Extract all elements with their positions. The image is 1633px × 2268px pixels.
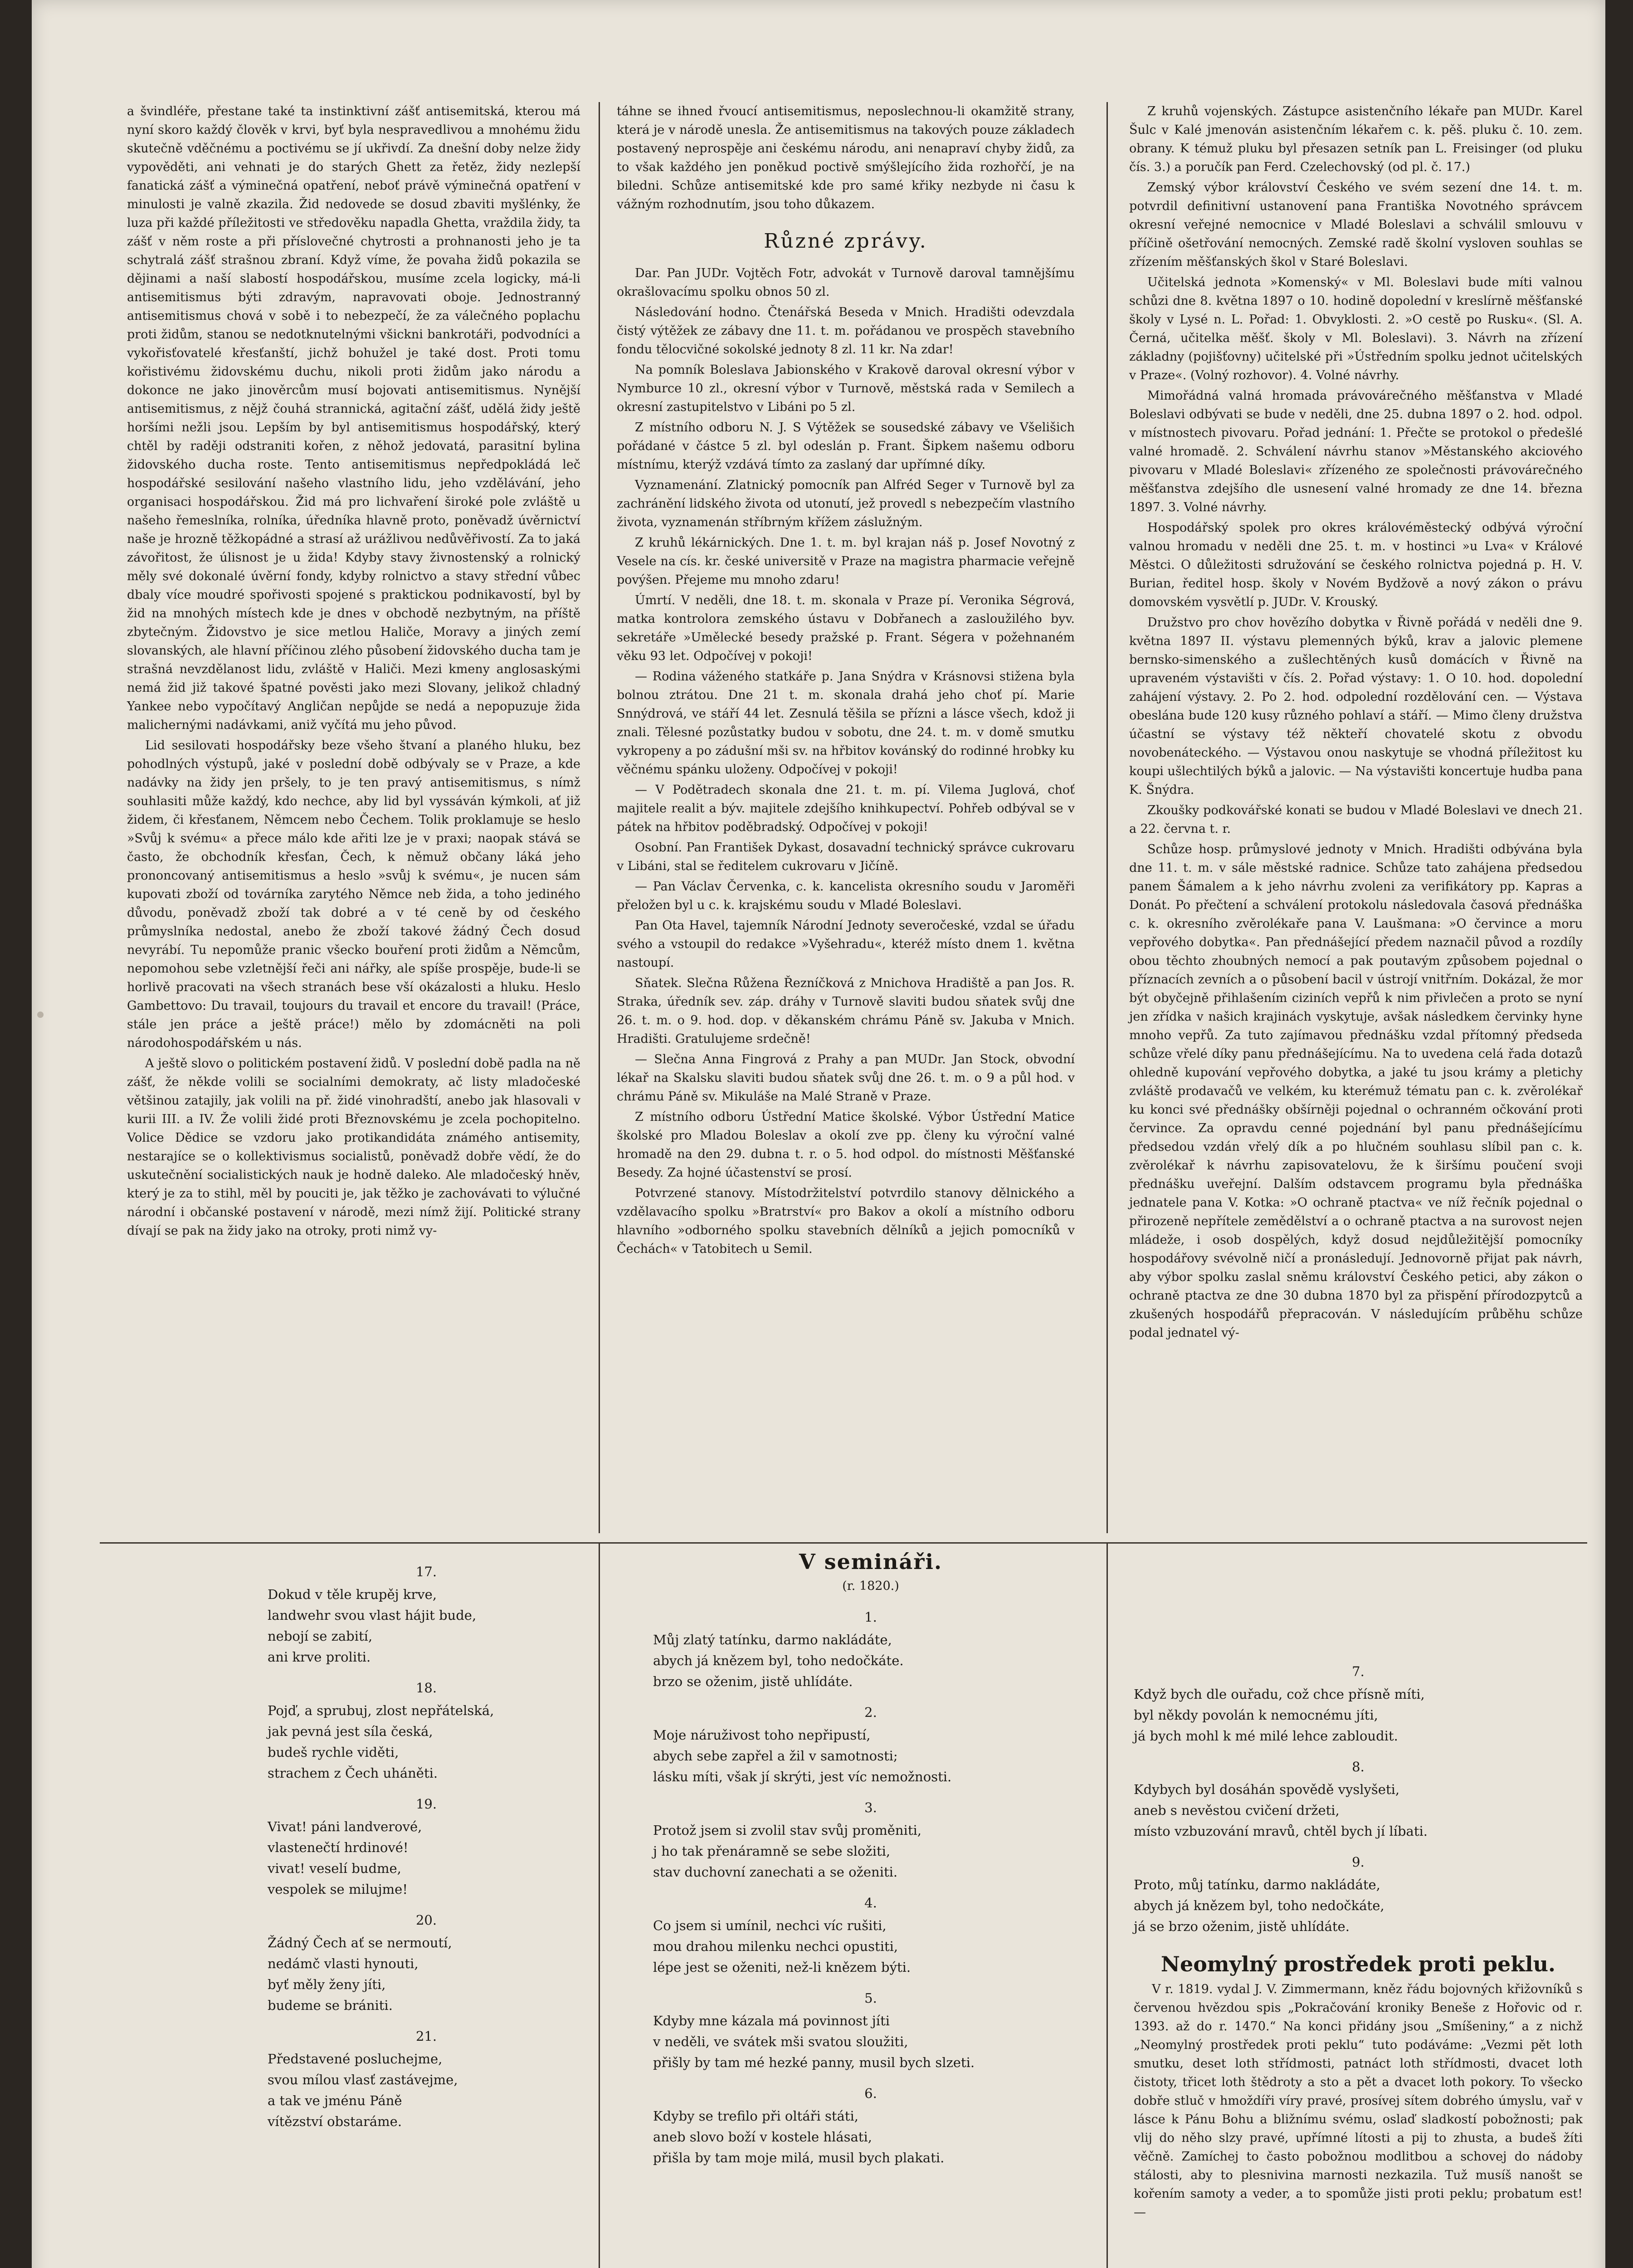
news-item: Na pomník Boleslava Jabionského v Krakově daroval okresní výbor v Nymburce 10 zl., okresní výbor v Turnově, městská rada v Semilech a okresní zastupitelstvo v Libáni po 5 zl. — [617, 363, 1075, 414]
poem-line: já se brzo oženim, jistě uhlídáte. — [1134, 1919, 1350, 1934]
column-divider — [599, 102, 600, 1533]
poem-line: Kdyby mne kázala má povinnost jíti — [653, 2013, 890, 2028]
poem-line: jak pevná jest síla česká, — [268, 1724, 433, 1739]
article-paragraph: Lid sesilovati hospodářsky beze všeho štvaní a planého hluku, bez pohodlných výstupů, jaké v poslední době odbývaly se v Praze, a kde nadávky na židy jen pršely, to je ten pravý antisemitismus, s nímž souhlasiti může každý, kdo nechce, aby lid byl vyssáván kýmkoli, ať již židem, či křesťanem, Němcem nebo Čechem. Tolik proklamuje se heslo »Svůj k svému« a přece málo kde ařiti lze je v praxi; naopak stává se často, že obchodník křesťan, Čech, k němuž občany láká jeho prononcovaný antisemitismus a heslo »svůj k svému«, je nucen sám kupovati zboží od továrníka zarytého Němce neb žida, a toho jediného důvodu, poněvadž zboží tak dobré a v té ceně by od českého průmyslníka nedostal, anebo že zboží takové žádný Čech dosud nevyrábí. Tu nepomůže pranic všecko bouření proti židům a Němcům, nepomohou sebe vzletnější řeči ani nářky, ale spíše prospěje, bude-li se horlivě pracovati na všech stranách bese vší okázalosti a hluku. Heslo Gambettovo: Du travail, toujours du travail et encore du travail! (Práce, stále jen práce a ještě práce!) mělo by zdomácněti na poli národohospodářském u nás. — [127, 738, 580, 1050]
stanza-number: 8. — [1352, 1759, 1365, 1774]
poem-line: Kdyby se trefilo při oltáři státi, — [653, 2108, 858, 2124]
news-item: Z kruhů lékárnických. Dne 1. t. m. byl krajan náš p. Josef Novotný z Vesele na cís. kr. české universitě v Praze na magistra pharmacie veřejně povýšen. Přejeme mu mnoho zdaru! — [617, 536, 1075, 587]
poem-line: strachem z Čech uháněti. — [268, 1765, 438, 1781]
article-neomylny-prostredek — [1134, 1946, 1583, 2224]
stanza-number: 5. — [864, 1990, 877, 2006]
section-heading: Různé zprávy. — [764, 230, 928, 253]
poem-line: aneb s nevěstou cvičení držeti, — [1134, 1803, 1340, 1818]
poem-line: Moje náruživost toho nepřipustí, — [653, 1727, 871, 1743]
poem-landwehr — [268, 1551, 585, 2132]
column-divider — [599, 1542, 600, 2268]
poem-line: Žádný Čech ať se nermoutí, — [268, 1935, 452, 1950]
news-item: — Slečna Anna Fingrová z Prahy a pan MUDr. Jan Stock, obvodní lékař na Skalsku slaviti budou sňatek svůj dne 26. t. m. o 9 a půl hod. v chrámu Páně sv. Mikuláše na Malé Straně v Praze. — [617, 1052, 1075, 1104]
poem-line: abych já knězem byl, toho nedočkáte. — [653, 1653, 904, 1668]
stanza-number: 1. — [864, 1609, 877, 1625]
poem-line: vlastenečtí hrdinové! — [268, 1840, 409, 1855]
column-divider — [1107, 102, 1108, 1533]
poem-line: abych sebe zapřel a žil v samotnosti; — [653, 1748, 898, 1764]
poem-stanza — [268, 1561, 585, 1667]
news-item: Hospodářský spolek pro okres královéměstecký odbývá výroční valnou hromadu v neděli dne 25. t. m. v hostinci »u Lva« v Králové Městci. O důležitosti sdružování se českého rolnictva pojedná p. H. V. Burian, ředitel hosp. školy v Novém Bydžově a nový zákon o právu domovském vysvětlí p. JUDr. V. Krouský. — [1129, 521, 1583, 609]
poem-stanza — [653, 2083, 1088, 2168]
poem-line: lásku míti, však jí skrýti, jest víc nemožnosti. — [653, 1769, 952, 1784]
news-item: Potvrzené stanovy. Místodržitelství potvrdilo stanovy dělnického a vzdělavacího spolku »Bratrství« pro Bakov a okolí a místního odboru hlavního »odborného spolku stavebních dělníků a jejich pomocníků v Čechách« v Tatobitech u Semil. — [617, 1186, 1075, 1256]
article-paragraph: A ještě slovo o politickém postavení židů. V poslední době padla na ně zášť, že někde volili se socialními demokraty, ač listy mladočeské většinou zatajily, jak volili na př. židé vinohradští, anebo jak hlasovali v kurii III. a IV. Že volili židé proti Březnovskému je zcela pochopitelno. Volice Dědice se vzdoru jako protikandidáta známého antisemity, nestarajíce se o kollektivismus socialistů, poněvadž dobře vědí, že do uskutečnění socialistických nauk je hodně daleko. Ale mladočeský hněv, který je za to stihl, měl by pouciti je, jak těžko je zachovávati to výlučné národní i občanské postavení v národě, mezi nímž žijí. Politické strany dívají se pak na židy jako na otroky, proti nimž vy- — [127, 1056, 580, 1238]
poem-stanza — [1134, 1852, 1583, 1937]
poem-line: landwehr svou vlast hájit bude, — [268, 1608, 477, 1623]
poem-line: Dokud v těle krupěj krve, — [268, 1587, 437, 1602]
news-item: Vyznamenání. Zlatnický pomocník pan Alfréd Seger v Turnově byl za zachránění lidského života od utonutí, jež provedl s nebezpečím vlastního života, vyznamenán stříbrným křížem záslužným. — [617, 478, 1075, 529]
poem-line: ani krve proliti. — [268, 1649, 371, 1665]
news-item: Následování hodno. Čtenářská Beseda v Mnich. Hradišti odevzdala čistý výtěžek ze zábavy dne 11. t. m. pořádanou ve prospěch stavebního fondu tělocvičné sokolské jednoty 8 zl. 11 kr. Na zdar! — [617, 305, 1075, 357]
poem-line: vivat! veselí budme, — [268, 1861, 401, 1876]
news-item: Schůze hosp. průmyslové jednoty v Mnich. Hradišti odbývána byla dne 11. t. m. v sále městské radnice. Schůze tato zahájena předsedou panem Šámalem a k jeho návrhu zvoleni za verifikátory pp. Kapras a Donát. Po přečtení a schválení protokolu následovala časová přednáška c. k. okresního zvěrolékaře pana V. Laušmana: »O červince a moru vepřového dobytka«. Pan přednášející předem naznačil původ a rozdíly obou těchto zhoubných nemocí a pak poutavým způsobem pojednal o příznacích zevních a o působení bacil v ústrojí vnitřním. Dokázal, že mor být obyčejně přihlašením ciziních vepřů k nim přivlečen a proto se nyní jen zřídka v našich krajinách vyskytuje, avšak následkem červinky hyne mnoho vepřů. Za tuto zajímavou přednášku vzdal přítomný předseda schůze vřelé díky panu přednášejícímu. Na to uvedena celá řada dotazů ohledně kupování vepřového dobytka, a jaké tu jsou krámy a pletichy zvláště prodavačů ve velkém, ku kterémuž tématu pan c. k. zvěrolékař ku konci své přednášky obšírněji pojednal o ochranném očkování proti červince. Za opravdu cenné pojednání byl panu přednášejícímu předsedou vzdán vřelý dík a po hlučném souhlasu slíbil pan c. k. zvěrolékař k návrhu zapisovatelovu, že k širšímu poučení svoji přednášku uveřejní. Dalším odstavcem programu byla přednáška jednatele pana V. Kotka: »O ochraně ptactva« ve níž řečník pojednal o přirozeně nepřítele zemědělství a o ochraně ptactva a na surovost nejen mládeže, i osob dospělých, když dosud nejdůležitější pomocníky hospodářovy svévolně ničí a pronásledují. Jednovorně přijat pak návrh, aby výbor spolku zaslal sněmu království Českého petici, aby zákon o ochraně ptactva ze dne 30 dubna 1870 byl za přispění přírodozpytců a zkušených hospodářů přepracován. V následujícím průběhu schůze podal jednatel vý- — [1129, 842, 1583, 1340]
poem-line: přišly by tam mé hezké panny, musil bych slzeti. — [653, 2055, 975, 2070]
poem-line: místo vzbuzování mravů, chtěl bych jí líbati. — [1134, 1823, 1428, 1839]
poem-line: stav duchovní zanechati a se oženiti. — [653, 1864, 898, 1880]
poem-line: lépe jest se oženiti, než-li knězem býti. — [653, 1960, 911, 1975]
article-paragraph: V r. 1819. vydal J. V. Zimmermann, kněz řádu bojovných křižovníků s červenou hvězdou spis „Pokračování kroniky Beneše z Hořovic od r. 1393. až do r. 1470.“ Na konci přidány jsou „Smíšeniny,“ a z nichž „Neomylný prostředek proti peklu“ tuto podáváme: „Vezmi pět loth smutku, deset loth střídmosti, patnáct loth střídmosti, dvacet loth čistoty, třicet loth štědroty a sto a pět a dvacet loth pokory. To všecko dobře stluč v hmoždíři víry pravé, prosívej sítem dobrého úmyslu, vař v lásce k Pánu Bohu a bližnímu svému, oslaď sladkostí pobožnosti; pak vlij do něho slzy pravé, upřímné lítosti a pij to zhusta, a budeš žíti věčně. Zamíchej to často pobožnou modlitbou a schovej do nádoby stálosti, aby to plesnivina marnosti nezkazila. Tuž musíš nanošt se kořením samoty a veder, a to spomůže jisti proti peklu; probatum est! — — [1134, 1982, 1583, 2219]
article-title: Neomylný prostředek proti peklu. — [1160, 1952, 1556, 1976]
news-item: Z místního odboru N. J. S Výtěžek se sousedské zábavy ve Všelišich pořádané v částce 5 zl. byl odeslán p. Frant. Šipkem našemu odboru místnímu, kterýž vzdává tímto za zaslaný dar upřímné díky. — [617, 420, 1075, 472]
poem-line: vespolek se milujme! — [268, 1882, 408, 1897]
poem-line: v neděli, ve svátek mši svatou sloužiti, — [653, 2034, 908, 2049]
stanza-number: 4. — [864, 1895, 877, 1911]
news-item: — Rodina váženého statkáře p. Jana Snýdra v Krásnovsi stižena byla bolnou ztrátou. Dne 21 t. m. skonala drahá jeho choť pí. Marie Snnýdrová, ve stáří 44 let. Zesnulá těšila se přízni a lásce všech, kdož ji znali. Tělesné pozůstatky budou v sobotu, dne 24. t. m. v domě smutku vykropeny a po zádušní mši sv. na hřbitov kovánský do rodinné hrobky ku věčnému spánku uloženy. Odpočívej v pokoji! — [617, 670, 1075, 777]
poem-line: byť měly ženy jíti, — [268, 1977, 386, 1992]
poem-stanza — [653, 1988, 1088, 2073]
news-item: Zemský výbor království Českého ve svém sezení dne 14. t. m. potvrdil definitivní ustanovení pana Františka Novotného správcem okresní veřejné nemocnice v Mladé Boleslavi a schválil smlouvu v příčině ošetřování nemocných. Zemské radě školní vysloven souhlas se zřízením měšťanských škol v Staré Boleslavi. — [1129, 181, 1583, 269]
poem-line: vítězství obstaráme. — [268, 2114, 402, 2129]
news-item: Dar. Pan JUDr. Vojtěch Fotr, advokát v Turnově daroval tamnějšímu okrašlovacímu spolku obnos 50 zl. — [617, 266, 1075, 299]
news-item: Sňatek. Slečna Růžena Řezníčková z Mnichova Hradiště a pan Jos. R. Straka, úředník sev. záp. dráhy v Turnově slaviti budou sňatek svůj dne 26. t. m. o 9. hod. dop. v děkanském chrámu Páně sv. Jakuba v Mnich. Hradišti. Gratulujeme srdečně! — [617, 976, 1075, 1046]
section-divider — [100, 1542, 1587, 1544]
poem-stanza — [653, 1702, 1088, 1787]
news-item: — V Podětradech skonala dne 21. t. m. pí. Vilema Juglová, choť majitele realit a býv. majitele zdejšího knihkupectví. Pohřeb odbýval se v pátek na hřbitov poděbradský. Odpočívej v pokoji! — [617, 783, 1075, 834]
poem-stanza — [1134, 1661, 1583, 1746]
poem-line: Představené posluchejme, — [268, 2051, 443, 2067]
column-2-news — [617, 102, 1075, 1260]
poem-stanza — [653, 1892, 1088, 1978]
poem-line: Můj zlatý tatínku, darmo nakládáte, — [653, 1632, 892, 1647]
news-item: Učitelská jednota »Komenský« v Ml. Boleslavi bude míti valnou schůzi dne 8. května 1897 o 10. hodině dopolední v kreslírně měšťanské školy v Lysé n. L. Pořad: 1. Obvyklosti. 2. »O cestě po Rusku«. (Sl. A. Černá, učitelka měšť. školy v Ml. Boleslavi). 3. Návrh na zřízení základny (pojišťovny) učitelské při »Ústředním spolku jednot učitelských v Praze«. (Volný rozhovor). 4. Volné návrhy. — [1129, 275, 1583, 382]
poem-line: budeš rychle viděti, — [268, 1745, 399, 1760]
poem-line: abych já knězem byl, toho nedočkáte, — [1134, 1898, 1384, 1913]
news-item: Osobní. Pan František Dykast, dosavadní technický správce cukrovaru v Libáni, stal se ředitelem cukrovaru v Jičíně. — [617, 841, 1075, 873]
poem-stanza — [653, 1797, 1088, 1882]
poem-line: mou drahou milenku nechci opustiti, — [653, 1939, 898, 1954]
poem-v-seminari — [653, 1551, 1088, 2168]
poem-line: Protož jsem si zvolil stav svůj proměniti, — [653, 1823, 921, 1838]
poem-line: svou mílou vlasť zastávejme, — [268, 2072, 458, 2087]
poem-stanza — [268, 2026, 585, 2132]
stanza-number: 3. — [864, 1800, 877, 1815]
poem-line: Pojď, a sprubuj, zlost nepřátelská, — [268, 1703, 494, 1718]
poem-line: Vivat! páni landverové, — [268, 1819, 422, 1834]
poem-line: nebojí se zabití, — [268, 1628, 373, 1644]
poem-year: (r. 1820.) — [842, 1579, 899, 1593]
stanza-number: 7. — [1352, 1664, 1365, 1679]
news-item: Pan Ota Havel, tajemník Národní Jednoty severočeské, vzdal se úřadu svého a vstoupil do redakce »Vyšehradu«, kteréž místo dnem 1. května nastoupí. — [617, 919, 1075, 970]
article-paragraph: a švindléře, přestane také ta instinktivní zášť antisemitská, kterou má nyní skoro každý člověk v krvi, byť byla nespravedlivou a mnohému židu skutečně vděčnému a poctivému se jí ukřivdí. Za dnešní doby nelze židy vypověděti, ani vehnati je do starých Ghett za řetěz, židy nezlepší fanatická zášť a výminečná opatření, neboť právě výminečná opatření v minulosti je valně zkazila. Žid nedovede se dosud zbaviti myšlénky, že luza při každé příležitosti ve středověku napadla Ghetta, vraždila židy, ta zášť v něm roste a při příslovečné chytrosti a prohnanosti jeho je ta schytralá zášť strašnou zbraní. Když víme, že povaha židů pokazila se dějinami a naší slabostí hospodářskou, musíme zcela logicky, má-li antisemitismus býti zdravým, napravovati oboje. Jednostranný antisemitismus chová v sobě i to nebezpečí, že za válečného poplachu proti židům, stanou se nedotknutelnými všickni bankrotáři, podvodníci a vykořisťovatelé křesťanští, jichž bohužel je také dost. Proti tomu kořistivému židovskému duchu, nikoli proti židům jako národu a dokonce ne jako jinověrcům musí bojovati antisemitismus. Nynější antisemitismus, z nějž čouhá strannická, agitační zášť, udělá židy ještě horšími nežli jsou. Lepším by byl antisemitismus hospodářský, který chtěl by raději odstraniti kořen, z něhož jedovatá, parasitní bylina židovského ducha roste. Tento antisemitismus nepředpokládá leč hospodářské sesilování našeho vlastního lidu, jeho vzdělávání, jeho organisaci hospodářskou. Žid má pro lichvaření široké pole zvláště u našeho řemeslníka, rolníka, úředníka hlavně proto, poněvadž úvěrnictví naše je hrozně těžkopádné a strasí až urážlivou nedůvěřivostí. Za to jaká závořitost, že úlisnost je u žida! Kdyby stavy živnostenský a rolnický měly své dokonalé úvěrní fondy, kdyby rolnictvo a stavy střední vůbec dbaly více moudré spořivosti spojené s praktickou podnikavostí, byl by žid na mnohých místech kde je dnes v obchodě nezbytným, na příště zbytečným. Židovstvo je sice metlou Haliče, Moravy a jiných zemí slovanských, ale hlavní příčinou zlého působení židovského ducha tam je strašná nevzdělanost lidu, zvláště v Haliči. Mezi kmeny anglosaskými nemá žid již takové špatné pověsti jako mezi Slovany, jelikož chladný Yankee nebo vypočítavý Angličan nepůjde se nedá a nepopuzuje žida malichernými nadávkami, aniž vyčítá mu jeho původ. — [127, 104, 580, 732]
poem-line: Proto, můj tatínku, darmo nakládáte, — [1134, 1877, 1380, 1892]
stanza-number: 17. — [415, 1564, 437, 1579]
stanza-number: 9. — [1352, 1854, 1365, 1870]
news-item: — Pan Václav Červenka, c. k. kancelista okresního soudu v Jaroměři přeložen byl u c. k. krajskému soudu v Mladé Boleslavi. — [617, 880, 1075, 912]
news-item: Zkoušky podkovářské konati se budou v Mladé Boleslavi ve dnech 21. a 22. června t. r. — [1129, 803, 1583, 836]
poem-line: Kdybych byl dosáhán spovědě vyslyšeti, — [1134, 1782, 1400, 1797]
scan-border-left — [0, 0, 32, 2268]
column-divider — [1107, 1542, 1108, 2268]
punch-hole — [37, 1012, 44, 1018]
poem-line: aneb slovo boží v kostele hlásati, — [653, 2129, 872, 2145]
poem-line: j ho tak přenáramně se sebe složiti, — [653, 1843, 891, 1859]
news-item: Úmrtí. V neděli, dne 18. t. m. skonala v Praze pí. Veronika Ségrová, matka kontrolora zemského ústavu v Dobřanech a zasloužilého byv. sekretáře »Umělecké besedy pražské p. Frant. Ségera v požehnaném věku 93 let. Odpočívej v pokoji! — [617, 593, 1075, 663]
stanza-number: 6. — [864, 2086, 877, 2101]
stanza-number: 20. — [415, 1912, 437, 1928]
news-item: Z kruhů vojenských. Zástupce asistenčního lékaře pan MUDr. Karel Šulc v Kalé jmenován asistenčním lékařem c. k. pěš. pluku č. 10. zem. obrany. K témuž pluku byl přesazen setník pan L. Freisinger (od pluku čís. 3.) a poručík pan Ferd. Czelechovský (od pl. č. 17.) — [1129, 104, 1583, 174]
poem-title: V semináři. — [799, 1549, 942, 1574]
poem-line: a tak ve jménu Páně — [268, 2093, 402, 2108]
news-item: Z místního odboru Ústřední Matice školské. Výbor Ústřední Matice školské pro Mladou Boleslav a okolí zve pp. členy ku výroční valné hromadě na den 29. dubna t. r. o 5. hod odpol. do místnosti Měšťanské Besedy. Za hojné účastenství se prosí. — [617, 1110, 1075, 1180]
poem-stanza — [653, 1607, 1088, 1692]
column-1-article — [127, 102, 580, 1242]
poem-stanza — [1134, 1756, 1583, 1842]
poem-line: nedámč vlasti hynouti, — [268, 1956, 419, 1971]
poem-line: brzo se oženim, jistě uhlídáte. — [653, 1674, 853, 1689]
article-paragraph: táhne se ihned řvoucí antisemitismus, neposlechnou-li okamžitě strany, která je v národě unesla. Že antisemitismus na takových pouze základech postavený neprospěje ani českému národu, ani nenapraví chyby židů, za to však každého jen poněkud poctivě smýšlejícího žida rozhořčí, je na biledni. Schůze antisemitské kde pro samé křiky nezbyde ni času k vážným rozhodnutím, jsou toho důkazem. — [617, 104, 1075, 211]
poem-line: budeme se brániti. — [268, 1998, 393, 2013]
poem-line: já bych mohl k mé milé lehce zabloudit. — [1134, 1728, 1398, 1744]
poem-line: Co jsem si umínil, nechci víc rušiti, — [653, 1918, 887, 1933]
stanza-number: 19. — [415, 1796, 437, 1812]
scan-border-right — [1605, 0, 1633, 2268]
poem-line: Když bych dle ouřadu, což chce přísně míti, — [1134, 1686, 1425, 1702]
poem-stanza — [268, 1910, 585, 2016]
news-item: Družstvo pro chov hovězího dobytka v Řivně pořádá v neděli dne 9. května 1897 II. výstavu plemenných býků, krav a jalovic plemene bernsko-simenského a zušlechtěných kusů domácích v Řivně na upraveném výstavišti v čís. 2. Pořad výstavy: 1. O 10. hod. dopolední zahájení výstavy. 2. Po 2. hod. odpolední rozdělování cen. — Výstava obeslána bude 120 kusy různého pohlaví a stáří. — Mimo členy družstva účastní se výstavy též někteří chovatelé skotu z obvodu novobenáteckého. — Výstavou onou naskytuje se vhodná příležitost ku koupi ušlechtilých býků a jalovic. — Na výstavišti koncertuje hudba pana K. Šnýdra. — [1129, 616, 1583, 797]
poem-stanza — [268, 1677, 585, 1784]
stanza-number: 18. — [415, 1680, 437, 1696]
poem-line: byl někdy povolán k nemocnému jíti, — [1134, 1707, 1378, 1723]
poem-v-seminari-continued — [1134, 1651, 1583, 1937]
stanza-number: 21. — [415, 2028, 437, 2044]
poem-line: přišla by tam moje milá, musil bych plakati. — [653, 2150, 945, 2165]
stanza-number: 2. — [864, 1705, 877, 1720]
poem-stanza — [268, 1794, 585, 1900]
news-item: Mimořádná valná hromada právovárečného měšťanstva v Mladé Boleslavi odbývati se bude v neděli, dne 25. dubna 1897 o 2. hod. odpol. v místnostech pivovaru. Pořad jednání: 1. Přečte se protokol o předešlé valné hromadě. 2. Schválení návrhu stanov »Městanského akciového pivovaru v Mladé Boleslavi« zřízeného ze společnosti právovárečného měšťanstva zdejšího dle usnesení valné hromady ze dne 14. března 1897. 3. Volné návrhy. — [1129, 389, 1583, 514]
column-3-news — [1129, 102, 1583, 1344]
